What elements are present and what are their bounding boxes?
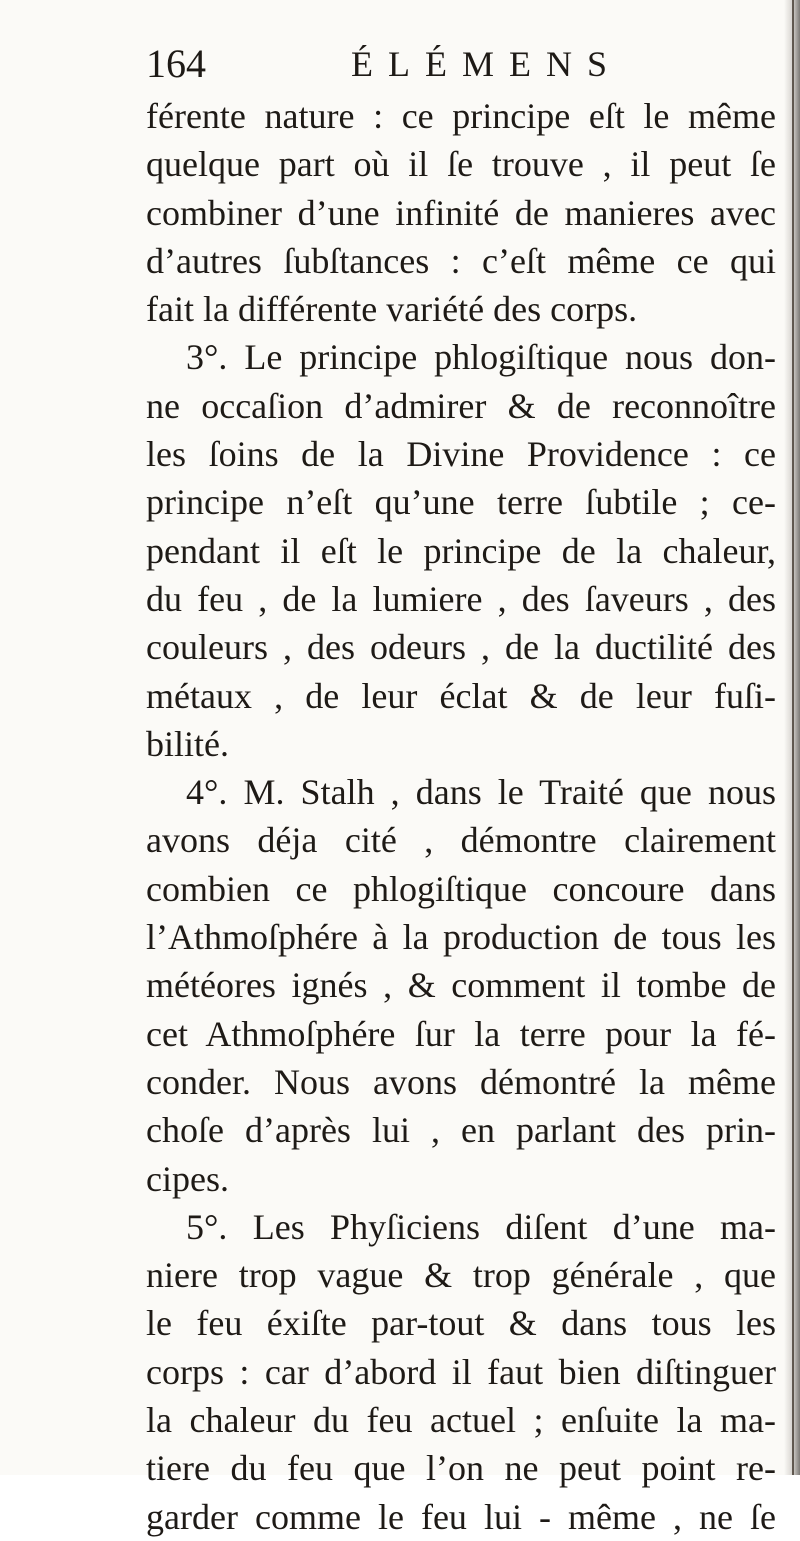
paragraph-start-line: 4°. M. Stalh , dans le Traité que nous [186, 772, 776, 813]
paragraph-start-line: 3°. Le principe phlogiſtique nous don- [186, 337, 776, 378]
text-line: couleurs , des odeurs , de la ductilité des [146, 627, 776, 668]
text-line: tiere du feu que l’on ne peut point re- [146, 1448, 776, 1489]
text-line: le feu éxiſte par-tout & dans tous les [146, 1303, 776, 1344]
text-line: principe n’eſt qu’une terre ſubtile ; ce- [146, 482, 776, 523]
text-line: niere trop vague & trop générale , que [146, 1255, 776, 1296]
text-line: fait la différente variété des corps. [146, 289, 638, 330]
text-line: combiner d’une infinité de manieres avec [146, 192, 776, 233]
text-line: cet Athmoſphére ſur la terre pour la fé- [146, 1013, 776, 1054]
text-line: métaux , de leur éclat & de leur fuſi- [146, 675, 776, 716]
text-line: ne occaſion d’admirer & de reconnoître [146, 385, 776, 426]
text-line: férente nature : ce principe eſt le même [146, 96, 776, 136]
running-title: ÉLÉMENS [351, 44, 622, 84]
text-line: quelque part où il ſe trouve , il peut ſe [146, 144, 776, 185]
text-line: d’autres ſubſtances : c’eſt même ce qui [146, 240, 776, 281]
text-line: conder. Nous avons démontré la même [146, 1061, 776, 1102]
text-line: météores ignés , & comment il tombe de [146, 965, 776, 1006]
page-header [146, 40, 766, 88]
text-line: cipes. [146, 1158, 229, 1199]
page-number: 164 [146, 41, 206, 86]
text-line: avons déja cité , démontre clairement [146, 820, 776, 861]
body-text [146, 92, 776, 1541]
text-line: corps : car d’abord il faut bien diſtinguer [146, 1351, 776, 1392]
text-line: garder comme le feu lui - même , ne ſe [146, 1496, 776, 1537]
text-line: choſe d’après lui , en parlant des prin- [146, 1110, 776, 1151]
text-line: du feu , de la lumiere , des ſaveurs , des [146, 578, 776, 619]
paragraph-start-line: 5°. Les Phyſiciens diſent d’une ma- [186, 1206, 776, 1247]
text-line: pendant il eſt le principe de la chaleur, [146, 530, 776, 571]
text-line: bilité. [146, 723, 229, 764]
text-line: l’Athmoſphére à la production de tous les [146, 917, 776, 958]
text-line: combien ce phlogiſtique concoure dans [146, 868, 776, 909]
page-edge-line [792, 0, 794, 1475]
text-line: la chaleur du feu actuel ; enſuite la ma- [146, 1400, 776, 1441]
text-line: les ſoins de la Divine Providence : ce [146, 434, 776, 475]
